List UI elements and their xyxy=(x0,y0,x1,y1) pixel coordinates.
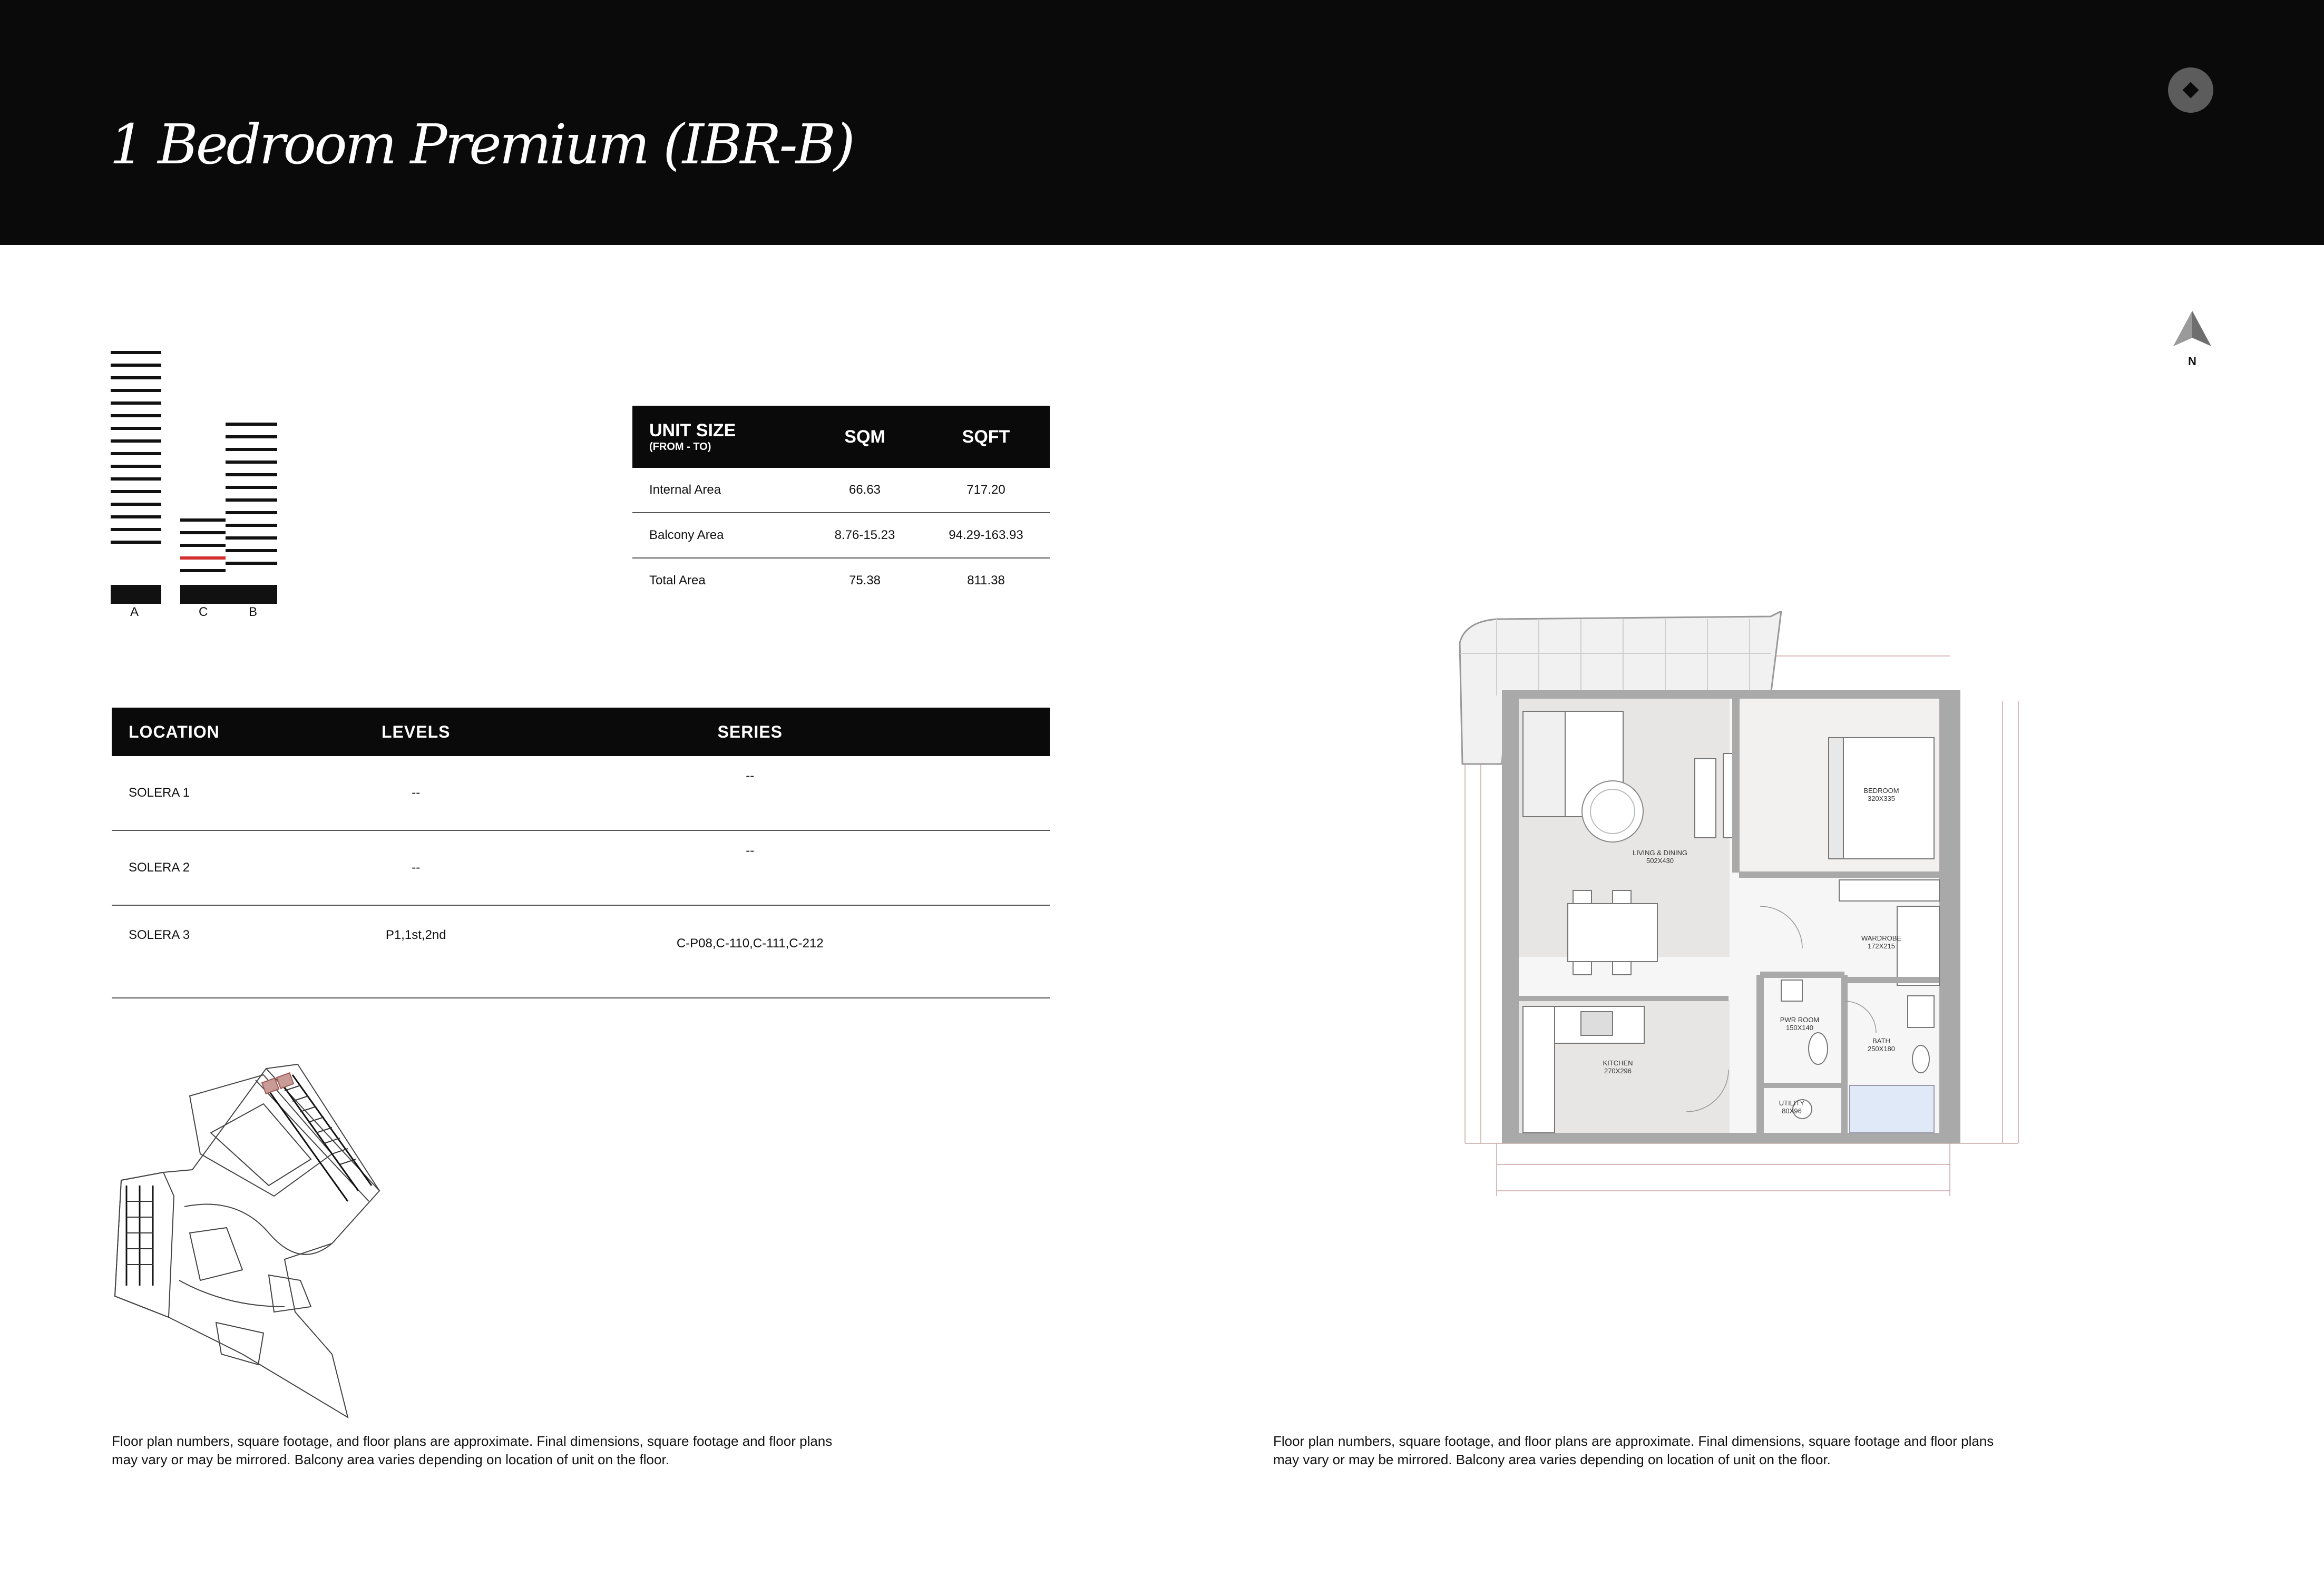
levels-cell: P1,1st,2nd xyxy=(382,905,450,998)
living-dim: 502X430 xyxy=(1646,857,1674,865)
table-row xyxy=(112,830,1050,905)
floor-bar xyxy=(226,511,277,514)
floor-bar xyxy=(111,439,161,443)
floor-bar xyxy=(226,448,277,451)
floor-bar xyxy=(180,531,226,534)
sqft-value: 94.29-163.93 xyxy=(922,513,1050,558)
sqft-value: 811.38 xyxy=(967,573,1005,587)
utility-dim: 80X96 xyxy=(1782,1107,1802,1115)
tower-label-c: C xyxy=(199,605,208,619)
series-cell: -- xyxy=(450,756,1050,830)
floor-plan-drawing xyxy=(1444,611,2034,1207)
sqm-value: 66.63 xyxy=(807,468,922,513)
bath-label: BATH xyxy=(1872,1037,1890,1045)
floor-bar xyxy=(226,562,277,565)
tower-c-diagram xyxy=(180,518,226,604)
location-cell: SOLERA 2 xyxy=(112,830,382,905)
floor-bar xyxy=(111,427,161,430)
floor-bar xyxy=(111,490,161,493)
disclaimer-right: Floor plan numbers, square footage, and floor plans are approximate. Final dimensions, square footage and floor plans may vary or may be mirrored. Balcony area varies depending on location of unit on the floor. xyxy=(1273,1433,1994,1467)
series-cell: -- xyxy=(450,830,1050,905)
floor-bar xyxy=(111,528,161,531)
floor-bar xyxy=(226,486,277,489)
floor-bar xyxy=(111,465,161,468)
tower-base xyxy=(111,585,161,604)
location-cell: SOLERA 1 xyxy=(112,756,382,830)
north-label: N xyxy=(2188,355,2196,368)
levels-cell: -- xyxy=(382,830,450,905)
location-table xyxy=(112,708,1050,998)
unit-size-header: UNIT SIZE (FROM - TO) xyxy=(632,406,807,468)
sqm-value: 75.38 xyxy=(848,573,881,587)
pwr-room-dim: 150X140 xyxy=(1785,1024,1814,1032)
wardrobe-dim: 172X215 xyxy=(1867,942,1896,950)
area-label: Internal Area xyxy=(632,468,807,513)
bath-dim: 250X180 xyxy=(1867,1045,1896,1053)
diamond-logo-icon xyxy=(2168,67,2213,113)
floor-bar xyxy=(111,351,161,354)
area-label: Balcony Area xyxy=(632,513,807,558)
pwr-room-label: PWR ROOM xyxy=(1780,1016,1820,1024)
floor-bar xyxy=(111,414,161,417)
disclaimer-left: Floor plan numbers, square footage, and floor plans are approximate. Final dimensions, square footage and floor plans may vary or may be mirrored. Balcony area varies depending on location of unit on the floor. xyxy=(112,1433,833,1467)
floor-bar xyxy=(111,503,161,506)
sqm-header: SQM xyxy=(807,406,922,468)
series-cell: C-P08,C-110,C-111,C-212 xyxy=(450,905,1050,998)
wardrobe-label: WARDROBE xyxy=(1861,934,1902,942)
floor-bar xyxy=(111,541,161,544)
floor-bar xyxy=(111,477,161,481)
utility-label: UTILITY xyxy=(1779,1099,1805,1107)
table-row xyxy=(632,468,1050,513)
tower-base xyxy=(226,585,277,604)
kitchen-label: KITCHEN xyxy=(1603,1059,1633,1067)
unit-floor-highlight xyxy=(180,556,226,560)
tower-label-a: A xyxy=(130,605,139,619)
floor-bar xyxy=(111,452,161,455)
floor-bar xyxy=(111,515,161,518)
sqm-value: 8.76-15.23 xyxy=(807,513,922,558)
floor-bar xyxy=(226,549,277,552)
sqft-header: SQFT xyxy=(922,406,1050,468)
bedroom-dim: 320X335 xyxy=(1867,795,1896,802)
tower-label-b: B xyxy=(249,605,258,619)
living-label: LIVING & DINING xyxy=(1632,849,1688,857)
series-header: SERIES xyxy=(450,708,1050,756)
north-arrow-icon xyxy=(2171,308,2213,366)
bedroom-label: BEDROOM xyxy=(1863,787,1899,795)
location-cell: SOLERA 3 xyxy=(112,905,382,998)
kitchen-dim: 270X296 xyxy=(1604,1067,1632,1075)
location-header: LOCATION xyxy=(112,708,382,756)
tower-a-diagram xyxy=(111,351,161,604)
table-row xyxy=(632,513,1050,558)
floor-bar xyxy=(180,518,226,522)
floor-bar xyxy=(226,498,277,502)
unit-size-subheader: (FROM - TO) xyxy=(649,441,711,453)
unit-size-table xyxy=(632,406,1050,603)
floor-bar xyxy=(226,536,277,540)
table-row xyxy=(112,756,1050,830)
floor-bar xyxy=(226,435,277,438)
tower-base xyxy=(180,585,226,604)
floor-bar xyxy=(226,473,277,476)
floor-bar xyxy=(111,401,161,405)
levels-cell: -- xyxy=(382,756,450,830)
sqft-value: 717.20 xyxy=(922,468,1050,513)
levels-header: LEVELS xyxy=(382,708,450,756)
table-row xyxy=(112,905,1050,998)
floor-bar xyxy=(180,569,226,572)
floor-bar xyxy=(226,461,277,464)
floor-bar xyxy=(226,423,277,426)
floor-bar xyxy=(226,524,277,527)
area-label: Total Area xyxy=(649,573,706,587)
floor-bar xyxy=(111,364,161,367)
floor-bar xyxy=(111,376,161,379)
site-key-plan xyxy=(111,1059,480,1428)
table-row xyxy=(632,558,1050,603)
floor-bar xyxy=(180,544,226,547)
page-title: 1 Bedroom Premium (IBR-B) xyxy=(110,112,853,177)
header-bar xyxy=(0,0,2324,245)
floor-bar xyxy=(111,389,161,392)
tower-b-diagram xyxy=(226,423,277,604)
